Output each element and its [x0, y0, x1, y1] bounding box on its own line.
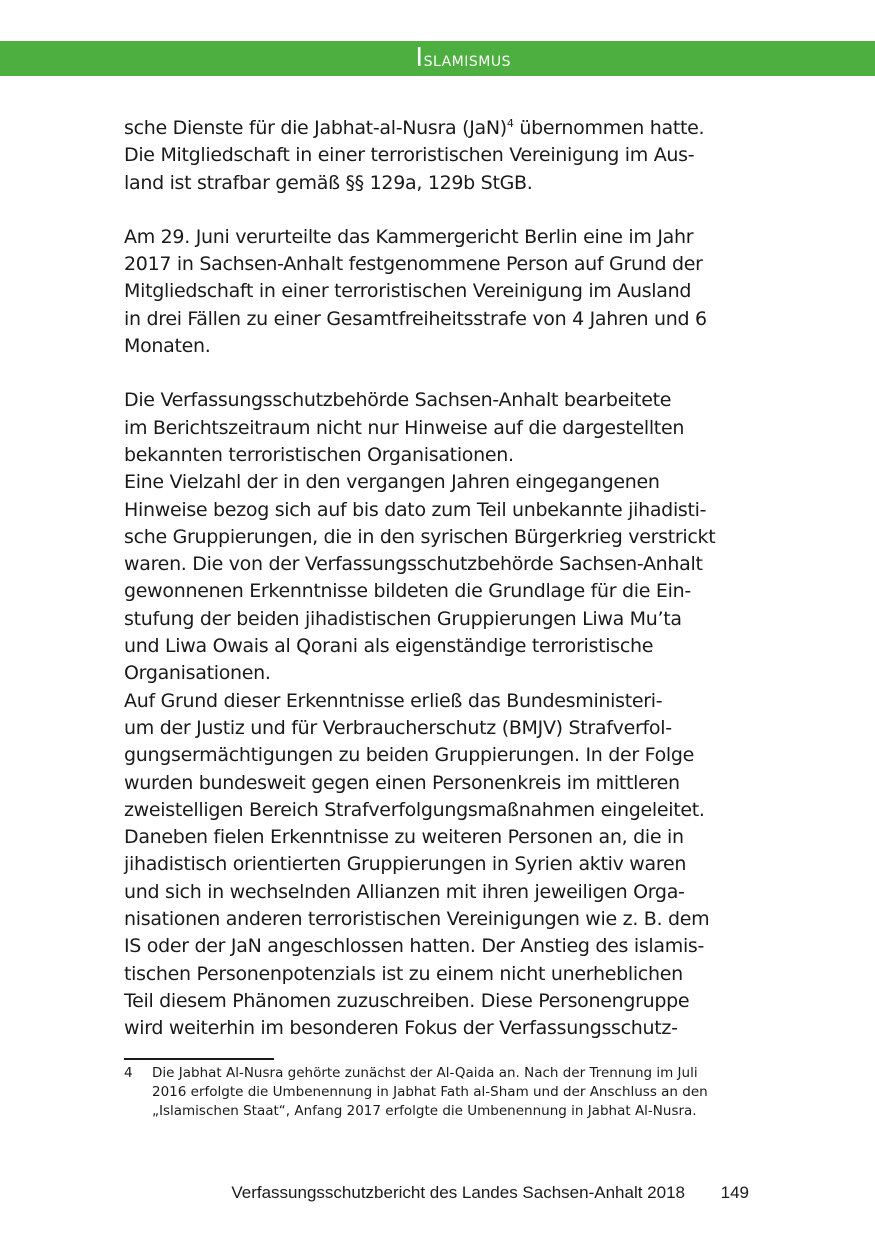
paragraph-1 — [124, 115, 749, 197]
footnote-line: „Islamischen Staat“, Anfang 2017 erfolgte die Umbenennung in Jabhat Al-Nusra. — [152, 1103, 697, 1119]
text-line: nisationen anderen terroristischen Vereinigungen wie z. B. dem — [124, 908, 710, 931]
text-line: jihadistisch orientierten Gruppierungen in Syrien aktiv waren — [124, 853, 687, 876]
page-number: 149 — [720, 1183, 749, 1202]
text-line: Monaten. — [124, 335, 211, 358]
footer-title: Verfassungsschutzbericht des Landes Sachsen-Anhalt 2018 — [231, 1183, 685, 1202]
section-title — [415, 41, 511, 76]
text-line: wurden bundesweit gegen einen Personenkreis im mittleren — [124, 771, 680, 794]
footnote — [124, 1064, 749, 1121]
text-line: land ist strafbar gemäß §§ 129a, 129b StGB. — [124, 171, 533, 194]
text-line: bekannten terroristischen Organisationen. — [124, 443, 514, 466]
footnote-line: 2016 erfolgte die Umbenennung in Jabhat Fath al-Sham und der Anschluss an den — [152, 1084, 708, 1100]
text-line: Daneben fielen Erkenntnisse zu weiteren Personen an, die in — [124, 826, 684, 849]
footnote-divider — [124, 1058, 274, 1060]
text-line: 2017 in Sachsen-Anhalt festgenommene Person auf Grund der — [124, 253, 703, 276]
text-line: Organisationen. — [124, 662, 271, 685]
text-line: im Berichtszeitraum nicht nur Hinweise auf die dargestellten — [124, 416, 685, 439]
footnote-number: 4 — [124, 1065, 133, 1081]
text-line: Auf Grund dieser Erkenntnisse erließ das Bundesministeri- — [124, 689, 663, 712]
text-line: stufung der beiden jihadistischen Gruppierungen Liwa Mu’ta — [124, 607, 682, 630]
text-line: Die Mitgliedschaft in einer terroristischen Vereinigung im Aus- — [124, 144, 695, 167]
footnote-line: Die Jabhat Al-Nusra gehörte zunächst der Al-Qaida an. Nach der Trennung im Juli — [152, 1065, 698, 1081]
text-line — [124, 115, 749, 142]
section-title-initial: I — [415, 43, 424, 73]
text-line: tischen Personenpotenzials ist zu einem nicht unerheblichen — [124, 962, 683, 985]
text-line: zweistelligen Bereich Strafverfolgungsmaßnahmen eingeleitet. — [124, 798, 705, 821]
footnote-reference: 4 — [506, 117, 514, 130]
text-line: Die Verfassungsschutzbehörde Sachsen-Anhalt bearbeitete — [124, 389, 672, 412]
text-line-start: sche Dienste für die Jabhat-al-Nusra (JaN) — [124, 117, 507, 139]
body-text — [124, 115, 749, 1043]
text-line: Am 29. Juni verurteilte das Kammergericht Berlin eine im Jahr — [124, 225, 694, 248]
text-line: IS oder der JaN angeschlossen hatten. Der Anstieg des islamis- — [124, 935, 705, 958]
paragraph-3 — [124, 387, 749, 469]
text-line: und sich in wechselnden Allianzen mit ihren jeweiligen Orga- — [124, 880, 685, 903]
text-line: waren. Die von der Verfassungsschutzbehörde Sachsen-Anhalt — [124, 553, 703, 576]
section-title-rest: slamismus — [423, 47, 511, 71]
text-line: gewonnenen Erkenntnisse bildeten die Grundlage für die Ein- — [124, 580, 691, 603]
page-footer — [124, 1180, 749, 1206]
text-line: um der Justiz und für Verbraucherschutz (BMJV) Strafverfol- — [124, 716, 672, 739]
paragraph-4 — [124, 469, 749, 687]
text-line: wird weiterhin im besonderen Fokus der Verfassungsschutz- — [124, 1017, 678, 1040]
text-line: Teil diesem Phänomen zuzuschreiben. Diese Personengruppe — [124, 989, 690, 1012]
footnote-text — [152, 1064, 749, 1121]
text-line: in drei Fällen zu einer Gesamtfreiheitsstrafe von 4 Jahren und 6 — [124, 307, 707, 330]
text-line: Eine Vielzahl der in den vergangen Jahren eingegangenen — [124, 471, 660, 494]
text-line: Hinweise bezog sich auf bis dato zum Teil unbekannte jihadisti- — [124, 498, 707, 521]
paragraph-5 — [124, 688, 749, 1043]
text-line: und Liwa Owais al Qorani als eigenständige terroristische — [124, 635, 654, 658]
section-header-band — [0, 41, 875, 76]
text-line: Mitgliedschaft in einer terroristischen Vereinigung im Ausland — [124, 280, 692, 303]
text-line-end: übernommen hatte. — [513, 117, 705, 139]
text-line: gungsermächtigungen zu beiden Gruppierungen. In der Folge — [124, 744, 695, 767]
text-line: sche Gruppierungen, die in den syrischen Bürgerkrieg verstrickt — [124, 525, 716, 548]
paragraph-2 — [124, 224, 749, 360]
